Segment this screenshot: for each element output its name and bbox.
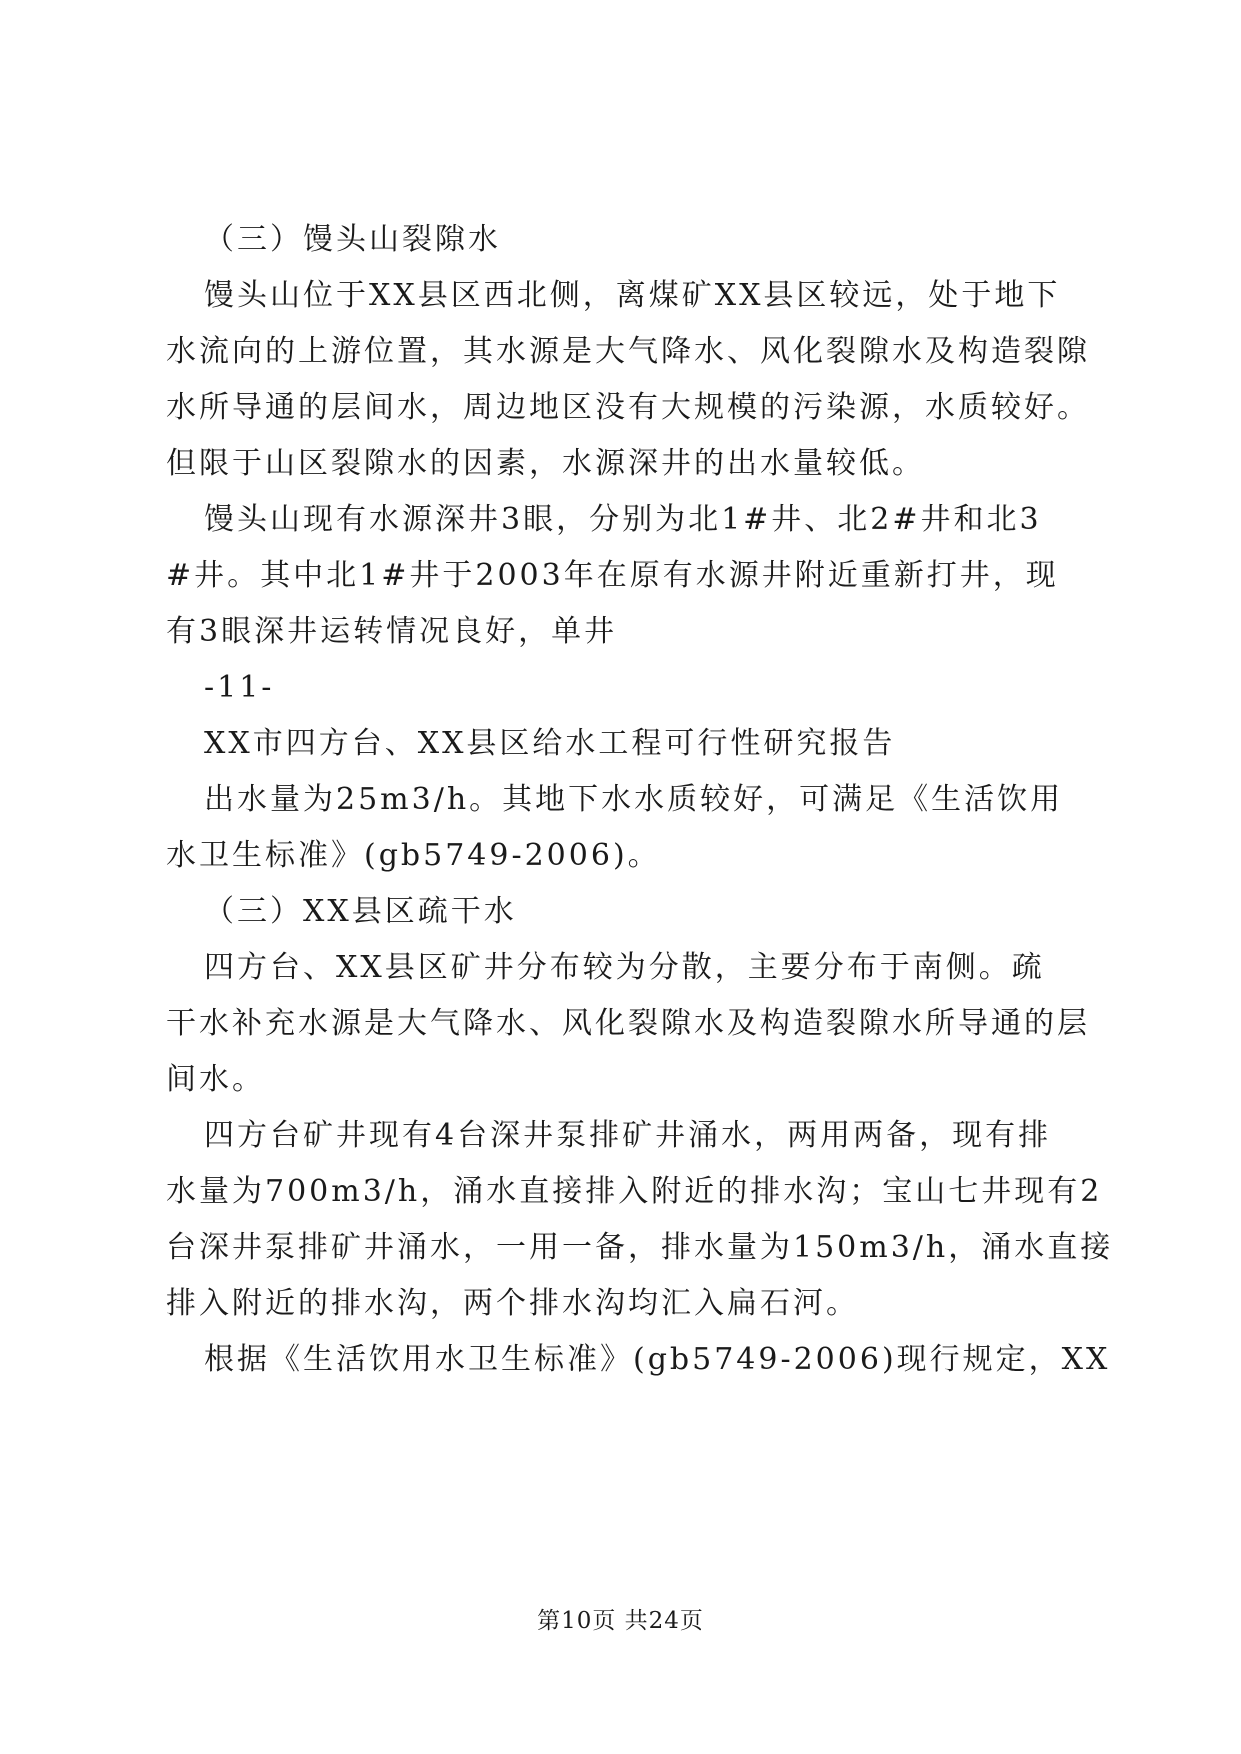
paragraph-line: 水量为700m3/h，涌水直接排入附近的排水沟；宝山七井现有2 xyxy=(166,1174,1103,1209)
paragraph-line: 馒头山位于XX县区西北侧，离煤矿XX县区较远，处于地下 xyxy=(204,278,1061,313)
paragraph-line: 出水量为25m3/h。其地下水水质较好，可满足《生活饮用 xyxy=(204,782,1064,817)
paragraph-line: 干水补充水源是大气降水、风化裂隙水及构造裂隙水所导通的层 xyxy=(166,1006,1090,1041)
report-title: XX市四方台、XX县区给水工程可行性研究报告 xyxy=(204,726,896,761)
paragraph-line: 台深井泵排矿井涌水，一用一备，排水量为150m3/h，涌水直接 xyxy=(166,1230,1114,1265)
paragraph-line: 但限于山区裂隙水的因素，水源深井的出水量较低。 xyxy=(166,446,925,481)
paragraph-line: 四方台矿井现有4台深井泵排矿井涌水，两用两备，现有排 xyxy=(204,1118,1052,1153)
paragraph-line: #井。其中北1#井于2003年在原有水源井附近重新打井，现 xyxy=(166,558,1059,593)
paragraph-line: 有3眼深井运转情况良好，单井 xyxy=(166,614,618,649)
paragraph-line: 根据《生活饮用水卫生标准》(gb5749-2006)现行规定，XX xyxy=(204,1342,1111,1377)
section-heading: （三）XX县区疏干水 xyxy=(204,894,517,929)
inner-page-number: -11- xyxy=(204,670,275,705)
paragraph-line: 四方台、XX县区矿井分布较为分散，主要分布于南侧。疏 xyxy=(204,950,1045,985)
page-footer: 第10页 共24页 xyxy=(537,1608,704,1634)
section-heading: （三）馒头山裂隙水 xyxy=(204,222,501,257)
paragraph-line: 水卫生标准》(gb5749-2006)。 xyxy=(166,838,661,873)
paragraph-line: 水所导通的层间水，周边地区没有大规模的污染源，水质较好。 xyxy=(166,390,1090,425)
paragraph-line: 排入附近的排水沟，两个排水沟均汇入扁石河。 xyxy=(166,1286,859,1321)
paragraph-line: 馒头山现有水源深井3眼，分别为北1#井、北2#井和北3 xyxy=(204,502,1042,537)
paragraph-line: 水流向的上游位置，其水源是大气降水、风化裂隙水及构造裂隙 xyxy=(166,334,1090,369)
paragraph-line: 间水。 xyxy=(166,1062,265,1097)
